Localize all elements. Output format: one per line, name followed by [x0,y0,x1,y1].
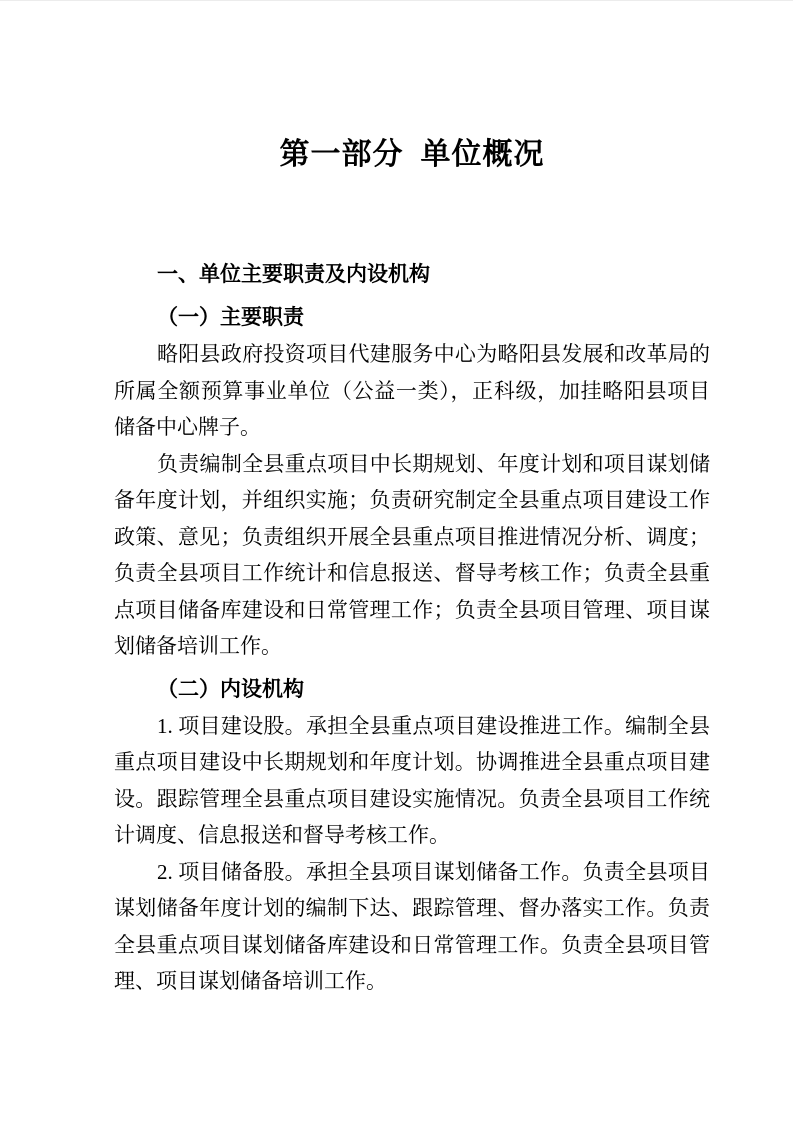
document-content [114,1,710,1000]
paragraph-unit-intro: 略阳县政府投资项目代建服务中心为略阳县发展和改革局的所属全额预算事业单位（公益一类），正科级，加挂略阳县项目储备中心牌子。 [114,342,710,439]
paragraph-project-reserve-unit: 2. 项目储备股。承担全县项目谋划储备工作。负责全县项目谋划储备年度计划的编制下达、跟踪管理、督办落实工作。负责全县重点项目谋划储备库建设和日常管理工作。负责全县项目管理、项目谋划储备培训工作。 [114,859,710,993]
document-title: 第一部分 单位概况 [279,138,545,171]
paragraph-project-construction-unit: 1. 项目建设股。承担全县重点项目建设推进工作。编制全县重点项目建设中长期规划和年度计划。协调推进全县重点项目建设。跟踪管理全县重点项目建设实施情况。负责全县项目工作统计调度、信息报送和督导考核工作。 [114,713,710,847]
subsection-heading-main-duties: （一）主要职责 [157,305,304,329]
paragraph-duties-detail: 负责编制全县重点项目中长期规划、年度计划和项目谋划储备年度计划，并组织实施；负责研究制定全县重点项目建设工作政策、意见；负责组织开展全县重点项目推进情况分析、调度；负责全县项目工作统计和信息报送、督导考核工作；负责全县重点项目储备库建设和日常管理工作；负责全县项目管理、项目谋划储备培训工作。 [114,451,710,658]
section-heading: 一、单位主要职责及内设机构 [157,263,430,286]
subsection-heading-internal-orgs: （二）内设机构 [157,676,304,701]
